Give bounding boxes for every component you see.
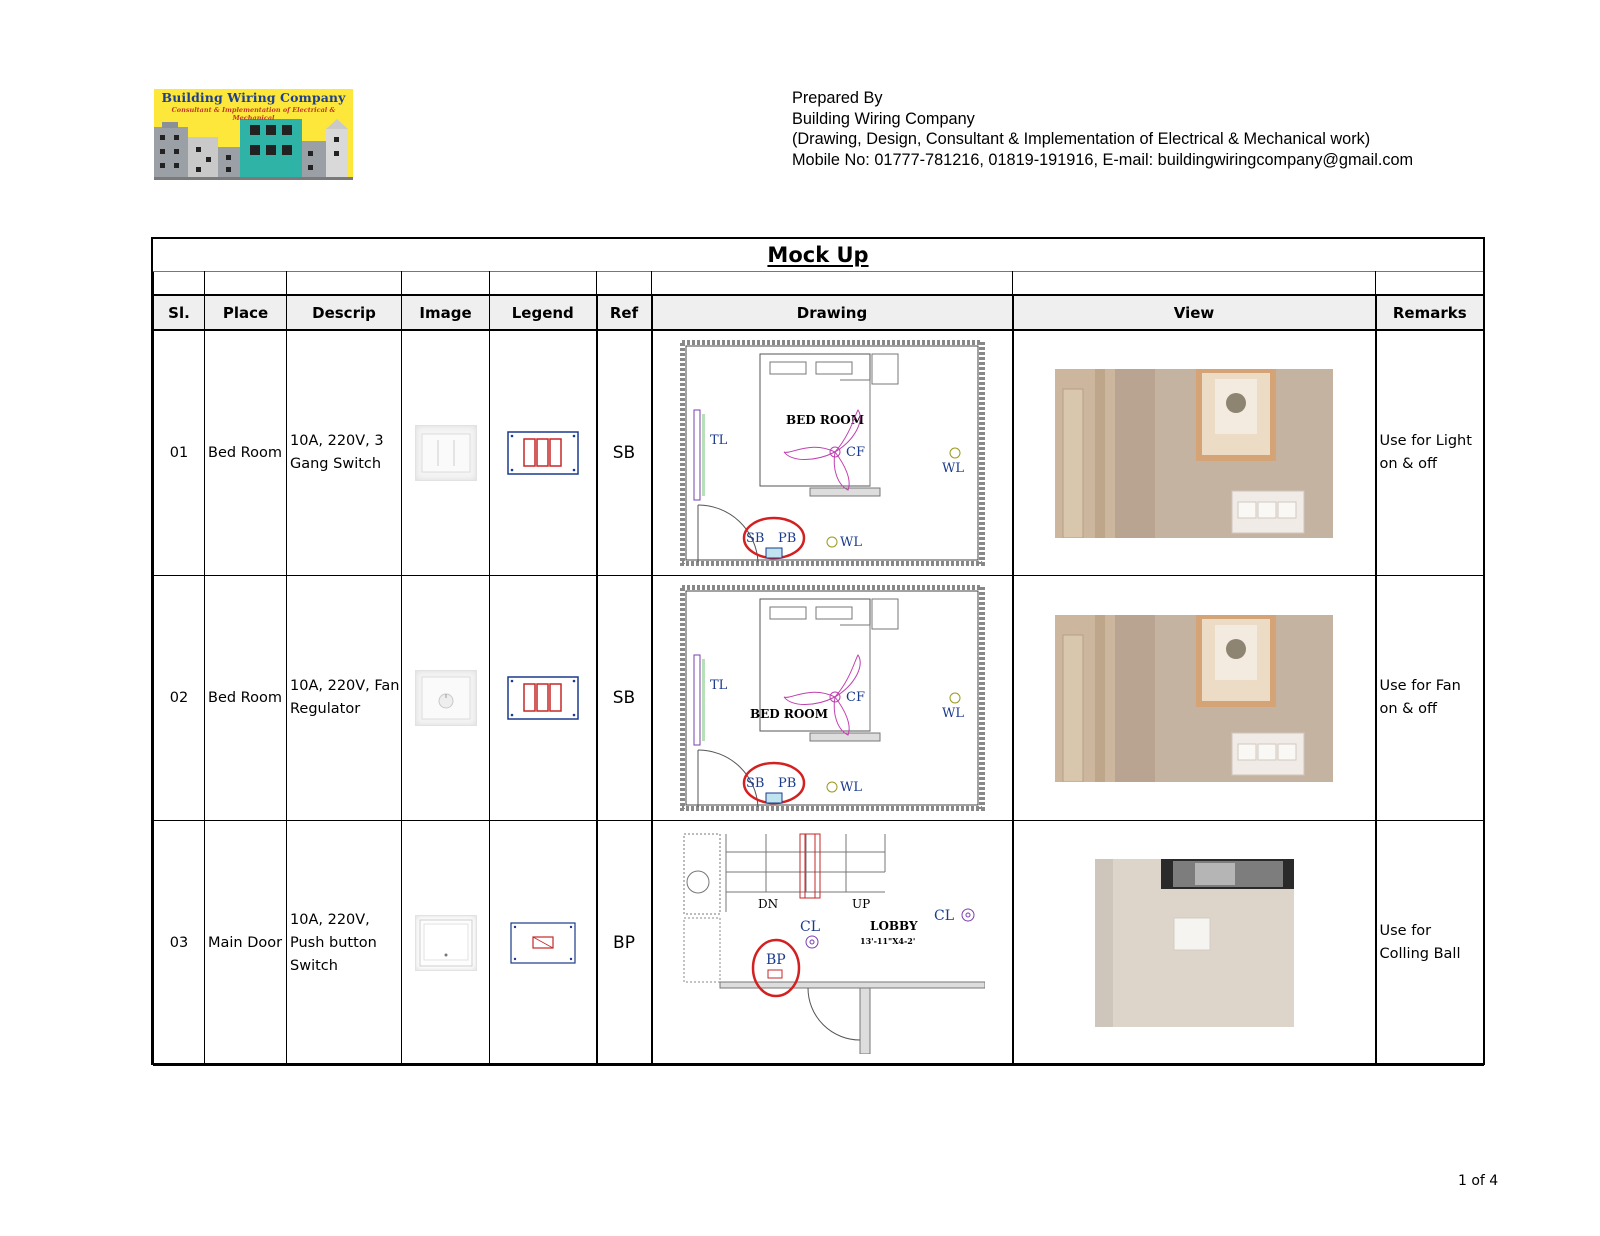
drawing-label-pb: PB [777, 776, 796, 791]
cell-descrip: 10A, 220V, Push button Switch [287, 821, 402, 1066]
col-header-image: Image [402, 295, 490, 330]
fan-regulator-image [415, 670, 477, 726]
drawing-label-wl1: WL [941, 461, 964, 476]
logo-subtitle: Consultant & Implementation of Electrical & Mechanical [171, 106, 336, 122]
cell-ref: BP [597, 821, 652, 1066]
drawing-label-wl2: WL [839, 535, 862, 550]
push-button-switch-image [415, 915, 477, 971]
cell-sl: 03 [154, 821, 205, 1066]
cell-remarks: Use for Fan on & off [1376, 576, 1484, 821]
cell-legend [490, 821, 597, 1066]
table-row [154, 576, 1484, 821]
prepared-by-block [792, 88, 1413, 170]
cell-sl: 01 [154, 330, 205, 576]
bedroom-floor-plan-drawing [680, 585, 985, 811]
cell-remarks: Use for Colling Ball [1376, 821, 1484, 1066]
drawing-label-cl2: CL [933, 908, 954, 924]
header-row [154, 295, 1484, 330]
drawing-label-wl1: WL [941, 706, 964, 721]
cell-place: Bed Room [205, 330, 287, 576]
table-row [154, 330, 1484, 576]
three-gang-switch-image [415, 425, 477, 481]
col-header-view: View [1013, 295, 1376, 330]
cell-view [1013, 821, 1376, 1066]
cell-descrip: 10A, 220V, Fan Regulator [287, 576, 402, 821]
page-number: 1 of 4 [1458, 1173, 1499, 1189]
three-gang-switch-legend-icon [507, 431, 579, 475]
col-header-legend: Legend [490, 295, 597, 330]
cell-place: Main Door [205, 821, 287, 1066]
drawing-label-bp: BP [765, 952, 786, 968]
mock-up-grid [153, 271, 1484, 1066]
col-header-descrip: Descrip [287, 295, 402, 330]
cell-drawing [652, 576, 1013, 821]
drawing-label-cf: CF [845, 690, 865, 705]
cell-legend [490, 330, 597, 576]
drawing-label-cf: CF [845, 445, 865, 460]
col-header-sl: Sl. [154, 295, 205, 330]
drawing-label-wl2: WL [839, 780, 862, 795]
three-gang-switch-legend-icon [507, 676, 579, 720]
drawing-label-dn: DN [757, 897, 778, 911]
drawing-label-room: BED ROOM [785, 413, 864, 427]
cell-legend [490, 576, 597, 821]
drawing-label-pb: PB [777, 531, 796, 546]
company-contact: Mobile No: 01777-781216, 01819-191916, E-mail: buildingwiringcompany@gmail.com [792, 150, 1414, 169]
cell-image [402, 330, 490, 576]
cell-drawing [652, 330, 1013, 576]
cell-ref: SB [597, 576, 652, 821]
cell-view [1013, 330, 1376, 576]
bedroom-switch-photo [1055, 615, 1333, 782]
drawing-label-up: UP [851, 897, 870, 911]
logo-title: Building Wiring Company [161, 90, 346, 105]
col-header-place: Place [205, 295, 287, 330]
lobby-floor-plan-drawing [680, 832, 985, 1054]
drawing-label-sb: SB [745, 531, 764, 546]
drawing-label-cl1: CL [799, 919, 820, 935]
company-name: Building Wiring Company [792, 109, 975, 128]
cell-drawing [652, 821, 1013, 1066]
cell-image [402, 576, 490, 821]
main-door-push-button-photo [1095, 859, 1294, 1027]
table-title: Mock Up [767, 243, 869, 267]
bedroom-floor-plan-drawing [680, 340, 985, 566]
company-logo [154, 89, 353, 180]
drawing-label-lobby: LOBBY [869, 919, 918, 933]
col-header-ref: Ref [597, 295, 652, 330]
company-services: (Drawing, Design, Consultant & Implementation of Electrical & Mechanical work) [792, 130, 1371, 148]
bedroom-switch-photo [1055, 369, 1333, 538]
drawing-label-dims: 13'-11"X4-2' [859, 936, 915, 946]
drawing-label-tl: TL [709, 678, 727, 693]
drawing-label-sb: SB [745, 776, 764, 791]
cell-descrip: 10A, 220V, 3 Gang Switch [287, 330, 402, 576]
col-header-remarks: Remarks [1376, 295, 1484, 330]
cell-sl: 02 [154, 576, 205, 821]
col-header-drawing: Drawing [652, 295, 1013, 330]
drawing-label-tl: TL [709, 433, 727, 448]
cell-remarks: Use for Light on & off [1376, 330, 1484, 576]
prepared-by-label: Prepared By [792, 89, 883, 107]
push-button-legend-icon [510, 922, 576, 964]
cell-view [1013, 576, 1376, 821]
cell-ref: SB [597, 330, 652, 576]
cell-image [402, 821, 490, 1066]
spacer-row [154, 272, 1484, 296]
drawing-label-room: BED ROOM [749, 707, 828, 721]
table-row [154, 821, 1484, 1066]
mock-up-table [151, 237, 1485, 1065]
cell-place: Bed Room [205, 576, 287, 821]
